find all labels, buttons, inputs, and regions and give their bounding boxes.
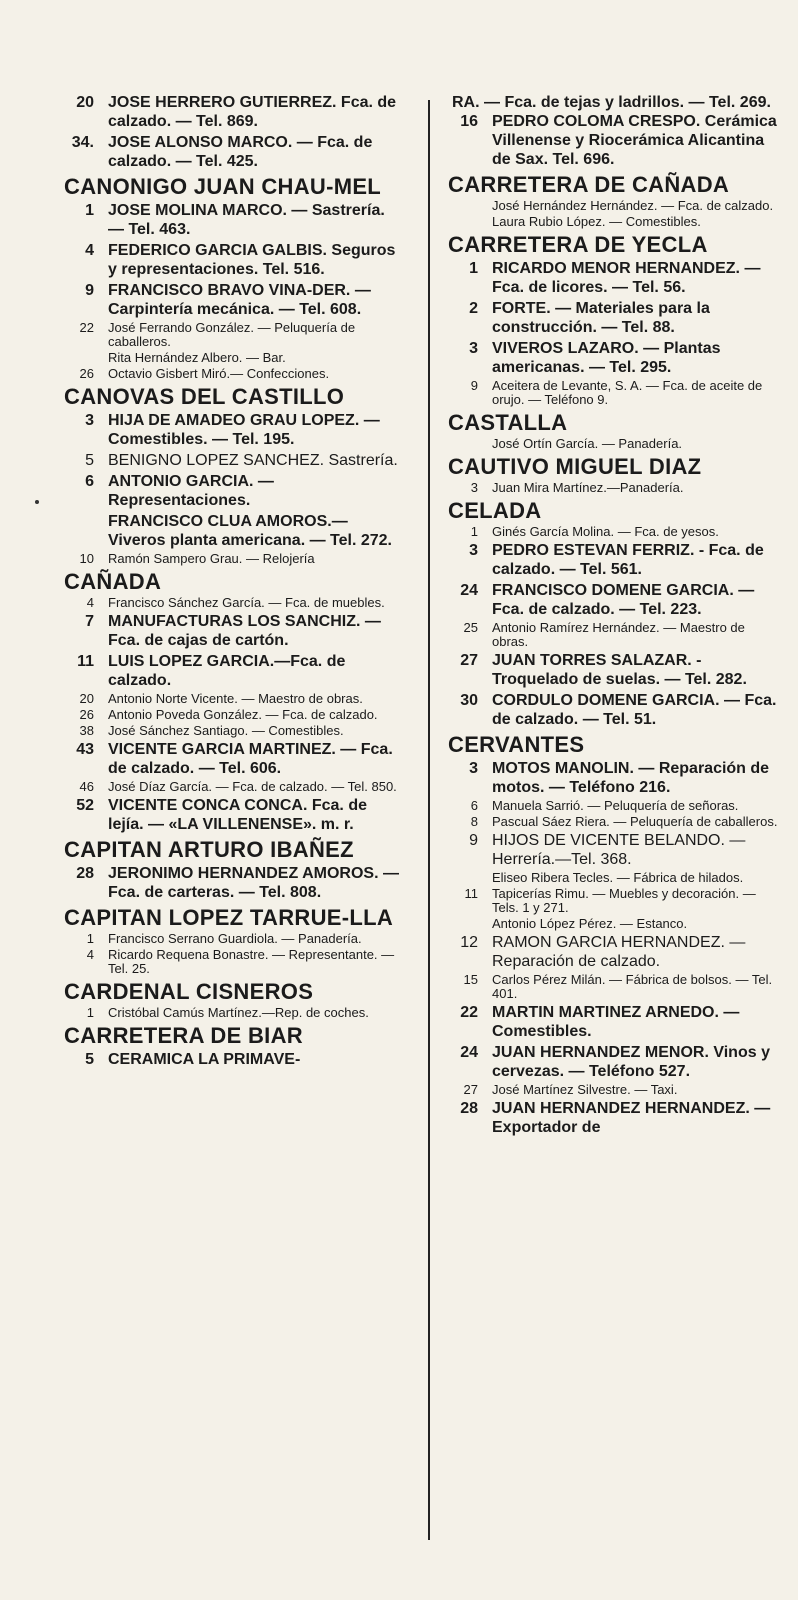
street-number: 26 bbox=[79, 366, 94, 381]
directory-entry bbox=[68, 596, 400, 610]
directory-entry bbox=[452, 691, 784, 729]
directory-entry bbox=[68, 411, 400, 449]
street-heading: CASTALLA bbox=[448, 410, 568, 435]
entry-text: Manuela Sarrió. — Peluquería de señoras. bbox=[492, 798, 739, 813]
right-column bbox=[448, 93, 784, 1139]
directory-entry bbox=[452, 933, 784, 971]
street-number: 3 bbox=[469, 340, 478, 357]
directory-entry bbox=[68, 133, 400, 171]
directory-entry bbox=[68, 948, 400, 976]
street-number: 9 bbox=[470, 378, 478, 393]
street-number: 3 bbox=[85, 412, 94, 429]
street-number: 43 bbox=[76, 741, 94, 758]
directory-entry bbox=[68, 780, 400, 794]
street-number: 24 bbox=[460, 582, 478, 599]
street-heading: CELADA bbox=[448, 498, 542, 523]
entry-text: PEDRO COLOMA CRESPO. Cerámica Villenense y Riocerámica Alicantina de Sax. Tel. 696. bbox=[492, 113, 777, 168]
entry-text: HIJOS DE VICENTE BELANDO. — Herrería.—Tel. 368. bbox=[492, 832, 746, 868]
entry-text: Francisco Sánchez García. — Fca. de muebles. bbox=[108, 595, 385, 610]
directory-entry bbox=[452, 541, 784, 579]
directory-entry bbox=[68, 932, 400, 946]
directory-entry bbox=[68, 241, 400, 279]
entry-text: JUAN HERNANDEZ MENOR. Vinos y cervezas. — Teléfono 527. bbox=[492, 1044, 770, 1080]
entry-text: Antonio Norte Vicente. — Maestro de obras. bbox=[108, 691, 363, 706]
entry-text: Rita Hernández Albero. — Bar. bbox=[108, 350, 286, 365]
directory-entry bbox=[68, 201, 400, 239]
directory-entry bbox=[68, 512, 400, 550]
entry-text: FRANCISCO DOMENE GARCIA. — Fca. de calzado. — Tel. 223. bbox=[492, 582, 755, 618]
entry-text: Ramón Sampero Grau. — Relojería bbox=[108, 551, 315, 566]
entry-text: CORDULO DOMENE GARCIA. — Fca. de calzado. — Tel. 51. bbox=[492, 692, 777, 728]
directory-entry bbox=[68, 93, 400, 131]
entry-text: Antonio Poveda González. — Fca. de calzado. bbox=[108, 707, 378, 722]
entry-text: PEDRO ESTEVAN FERRIZ. - Fca. de calzado. — Tel. 561. bbox=[492, 542, 764, 578]
directory-entry bbox=[452, 973, 784, 1001]
street-number bbox=[452, 917, 492, 931]
entry-text: José Ferrando González. — Peluquería de caballeros. bbox=[108, 320, 356, 349]
street-number: 52 bbox=[76, 797, 94, 814]
entry-text: Carlos Pérez Milán. — Fábrica de bolsos. — Tel. 401. bbox=[492, 972, 773, 1001]
entry-text: JOSE ALONSO MARCO. — Fca. de calzado. — Tel. 425. bbox=[108, 134, 373, 170]
street-heading: CERVANTES bbox=[448, 732, 585, 757]
entry-text: José Sánchez Santiago. — Comestibles. bbox=[108, 723, 344, 738]
street-heading: CAPITAN ARTURO IBAÑEZ bbox=[64, 837, 354, 862]
street-number: 3 bbox=[470, 480, 478, 495]
street-number: 9 bbox=[85, 282, 94, 299]
street-heading: CARRETERA DE BIAR bbox=[64, 1023, 303, 1048]
entry-text: MANUFACTURAS LOS SANCHIZ. — Fca. de cajas de cartón. bbox=[108, 613, 381, 649]
directory-entry bbox=[452, 339, 784, 377]
street-number: 4 bbox=[86, 595, 94, 610]
entry-text: VIVEROS LAZARO. — Plantas americanas. — Tel. 295. bbox=[492, 340, 721, 376]
directory-entry bbox=[452, 887, 784, 915]
street-number: 4 bbox=[85, 242, 94, 259]
entry-text: MARTIN MARTINEZ ARNEDO. — Comestibles. bbox=[492, 1004, 740, 1040]
entry-text: JOSE HERRERO GUTIERREZ. Fca. de calzado. — Tel. 869. bbox=[108, 94, 397, 130]
directory-entry bbox=[452, 815, 784, 829]
street-number: 34. bbox=[71, 134, 94, 151]
street-number: 38 bbox=[79, 723, 94, 738]
directory-entry bbox=[452, 651, 784, 689]
street-heading: CAPITAN LOPEZ TARRUE-LLA bbox=[64, 905, 394, 930]
directory-entry bbox=[68, 451, 400, 470]
street-number: 6 bbox=[470, 798, 478, 813]
street-number: 24 bbox=[460, 1044, 478, 1061]
street-number: 27 bbox=[463, 1082, 478, 1097]
entry-text: Antonio López Pérez. — Estanco. bbox=[492, 916, 688, 931]
street-number bbox=[68, 512, 108, 550]
street-number: 1 bbox=[470, 524, 478, 539]
directory-entry bbox=[68, 367, 400, 381]
margin-dot bbox=[35, 500, 39, 504]
directory-entry bbox=[452, 1003, 784, 1041]
street-number: 28 bbox=[76, 865, 94, 882]
entry-text: Aceitera de Levante, S. A. — Fca. de aceite de orujo. — Teléfono 9. bbox=[492, 378, 763, 407]
directory-entry bbox=[452, 621, 784, 649]
street-heading: CARRETERA DE YECLA bbox=[448, 232, 708, 257]
street-number: 11 bbox=[77, 653, 94, 670]
directory-entry bbox=[452, 917, 784, 931]
entry-text: FORTE. — Materiales para la construcción. — Tel. 88. bbox=[492, 300, 710, 336]
directory-entry bbox=[68, 692, 400, 706]
column-divider bbox=[428, 100, 430, 1540]
directory-entry bbox=[452, 199, 784, 213]
directory-entry bbox=[452, 831, 784, 869]
entry-text: Eliseo Ribera Tecles. — Fábrica de hilados. bbox=[492, 870, 744, 885]
continued-entry-text: RA. — Fca. de tejas y ladrillos. — Tel. 269. bbox=[452, 94, 771, 111]
entry-text: RAMON GARCIA HERNANDEZ. — Reparación de calzado. bbox=[492, 934, 746, 970]
entry-text: JOSE MOLINA MARCO. — Sastrería. — Tel. 463. bbox=[108, 202, 385, 238]
directory-entry bbox=[68, 351, 400, 365]
entry-text: Tapicerías Rimu. — Muebles y decoración. — Tels. 1 y 271. bbox=[492, 886, 756, 915]
directory-entry bbox=[452, 379, 784, 407]
directory-entry bbox=[452, 437, 784, 451]
entry-text: José Martínez Silvestre. — Taxi. bbox=[492, 1082, 678, 1097]
entry-text: Francisco Serrano Guardiola. — Panadería. bbox=[108, 931, 362, 946]
directory-entry bbox=[68, 1050, 400, 1069]
directory-entry bbox=[452, 259, 784, 297]
street-number: 26 bbox=[79, 707, 94, 722]
street-number: 25 bbox=[463, 620, 478, 635]
street-number bbox=[452, 437, 492, 451]
directory-entry bbox=[452, 525, 784, 539]
street-number: 9 bbox=[469, 832, 478, 849]
directory-entry bbox=[68, 1006, 400, 1020]
directory-entry bbox=[68, 740, 400, 778]
entry-text: Octavio Gisbert Miró.— Confecciones. bbox=[108, 366, 330, 381]
street-number: 16 bbox=[460, 113, 478, 130]
entry-text: VICENTE GARCIA MARTINEZ. — Fca. de calzado. — Tel. 606. bbox=[108, 741, 393, 777]
entry-text: Laura Rubio López. — Comestibles. bbox=[492, 214, 701, 229]
entry-text: CERAMICA LA PRIMAVE- bbox=[108, 1051, 301, 1068]
street-heading: CAUTIVO MIGUEL DIAZ bbox=[448, 454, 702, 479]
street-number: 28 bbox=[460, 1100, 478, 1117]
street-number: 27 bbox=[460, 652, 478, 669]
street-number: 15 bbox=[463, 972, 478, 987]
street-number: 1 bbox=[86, 931, 94, 946]
street-number bbox=[452, 871, 492, 885]
directory-entry bbox=[452, 1099, 784, 1137]
entry-text: VICENTE CONCA CONCA. Fca. de lejía. — «LA VILLENENSE». m. r. bbox=[108, 797, 367, 833]
directory-entry bbox=[68, 321, 400, 349]
entry-text: JERONIMO HERNANDEZ AMOROS. — Fca. de carteras. — Tel. 808. bbox=[108, 865, 399, 901]
street-number: 6 bbox=[85, 473, 94, 490]
street-number: 12 bbox=[460, 934, 478, 951]
entry-text: Ginés García Molina. — Fca. de yesos. bbox=[492, 524, 719, 539]
street-number: 7 bbox=[85, 613, 94, 630]
entry-text: HIJA DE AMADEO GRAU LOPEZ. — Comestibles. — Tel. 195. bbox=[108, 412, 380, 448]
directory-entry bbox=[452, 799, 784, 813]
street-heading: CARRETERA DE CAÑADA bbox=[448, 172, 730, 197]
directory-entry bbox=[68, 796, 400, 834]
street-number: 1 bbox=[85, 202, 94, 219]
left-column bbox=[64, 93, 400, 1071]
street-number: 20 bbox=[79, 691, 94, 706]
entry-text: José Hernández Hernández. — Fca. de calzado. bbox=[492, 198, 774, 213]
directory-entry bbox=[68, 552, 400, 566]
street-number: 22 bbox=[460, 1004, 478, 1021]
street-number: 46 bbox=[79, 779, 94, 794]
street-number: 3 bbox=[469, 542, 478, 559]
entry-text: ANTONIO GARCIA. — Representaciones. bbox=[108, 473, 274, 509]
directory-entry bbox=[68, 652, 400, 690]
directory-entry bbox=[452, 112, 784, 169]
street-number bbox=[68, 351, 108, 365]
street-number: 2 bbox=[469, 300, 478, 317]
entry-text: Pascual Sáez Riera. — Peluquería de caballeros. bbox=[492, 814, 778, 829]
directory-entry bbox=[452, 871, 784, 885]
directory-entry bbox=[68, 612, 400, 650]
entry-text: Cristóbal Camús Martínez.—Rep. de coches. bbox=[108, 1005, 369, 1020]
directory-entry bbox=[68, 724, 400, 738]
directory-entry bbox=[68, 472, 400, 510]
street-number: 11 bbox=[464, 886, 478, 901]
directory-entry bbox=[452, 1083, 784, 1097]
street-number: 10 bbox=[79, 551, 94, 566]
street-heading: CANOVAS DEL CASTILLO bbox=[64, 384, 345, 409]
street-heading: CAÑADA bbox=[64, 569, 162, 594]
entry-text: LUIS LOPEZ GARCIA.—Fca. de calzado. bbox=[108, 653, 346, 689]
entry-text: Antonio Ramírez Hernández. — Maestro de obras. bbox=[492, 620, 745, 649]
directory-entry bbox=[452, 581, 784, 619]
directory-entry bbox=[452, 299, 784, 337]
street-number bbox=[452, 215, 492, 229]
entry-text: JUAN HERNANDEZ HERNANDEZ. — Exportador de bbox=[492, 1100, 771, 1136]
directory-entry bbox=[452, 215, 784, 229]
directory-entry bbox=[68, 281, 400, 319]
street-number: 1 bbox=[86, 1005, 94, 1020]
entry-text: José Ortín García. — Panadería. bbox=[492, 436, 683, 451]
directory-entry bbox=[68, 864, 400, 902]
entry-text: RICARDO MENOR HERNANDEZ. — Fca. de licores. — Tel. 56. bbox=[492, 260, 761, 296]
street-number: 4 bbox=[86, 947, 94, 962]
entry-text: Juan Mira Martínez.—Panadería. bbox=[492, 480, 684, 495]
directory-entry bbox=[452, 759, 784, 797]
street-number: 22 bbox=[79, 320, 94, 335]
street-number bbox=[452, 199, 492, 213]
entry-text: FRANCISCO BRAVO VINA-DER. — Carpintería mecánica. — Tel. 608. bbox=[108, 282, 371, 318]
entry-text: MOTOS MANOLIN. — Reparación de motos. — Teléfono 216. bbox=[492, 760, 770, 796]
street-number: 8 bbox=[470, 814, 478, 829]
entry-text: JUAN TORRES SALAZAR. - Troquelado de suelas. — Tel. 282. bbox=[492, 652, 747, 688]
street-number: 30 bbox=[460, 692, 478, 709]
street-number: 5 bbox=[85, 452, 94, 469]
entry-text: FRANCISCO CLUA AMOROS.—Viveros planta americana. — Tel. 272. bbox=[108, 513, 392, 549]
street-number: 5 bbox=[85, 1051, 94, 1068]
street-heading: CANONIGO JUAN CHAU-MEL bbox=[64, 174, 382, 199]
directory-entry bbox=[452, 1043, 784, 1081]
entry-text: Ricardo Requena Bonastre. — Representante. — Tel. 25. bbox=[108, 947, 395, 976]
street-number: 20 bbox=[76, 94, 94, 111]
directory-entry bbox=[68, 708, 400, 722]
entry-text: José Díaz García. — Fca. de calzado. — Tel. 850. bbox=[108, 779, 397, 794]
entry-text: FEDERICO GARCIA GALBIS. Seguros y representaciones. Tel. 516. bbox=[108, 242, 396, 278]
entry-text: BENIGNO LOPEZ SANCHEZ. Sastrería. bbox=[108, 452, 398, 469]
directory-entry bbox=[452, 481, 784, 495]
street-heading: CARDENAL CISNEROS bbox=[64, 979, 314, 1004]
street-number: 3 bbox=[469, 760, 478, 777]
street-number: 1 bbox=[469, 260, 478, 277]
